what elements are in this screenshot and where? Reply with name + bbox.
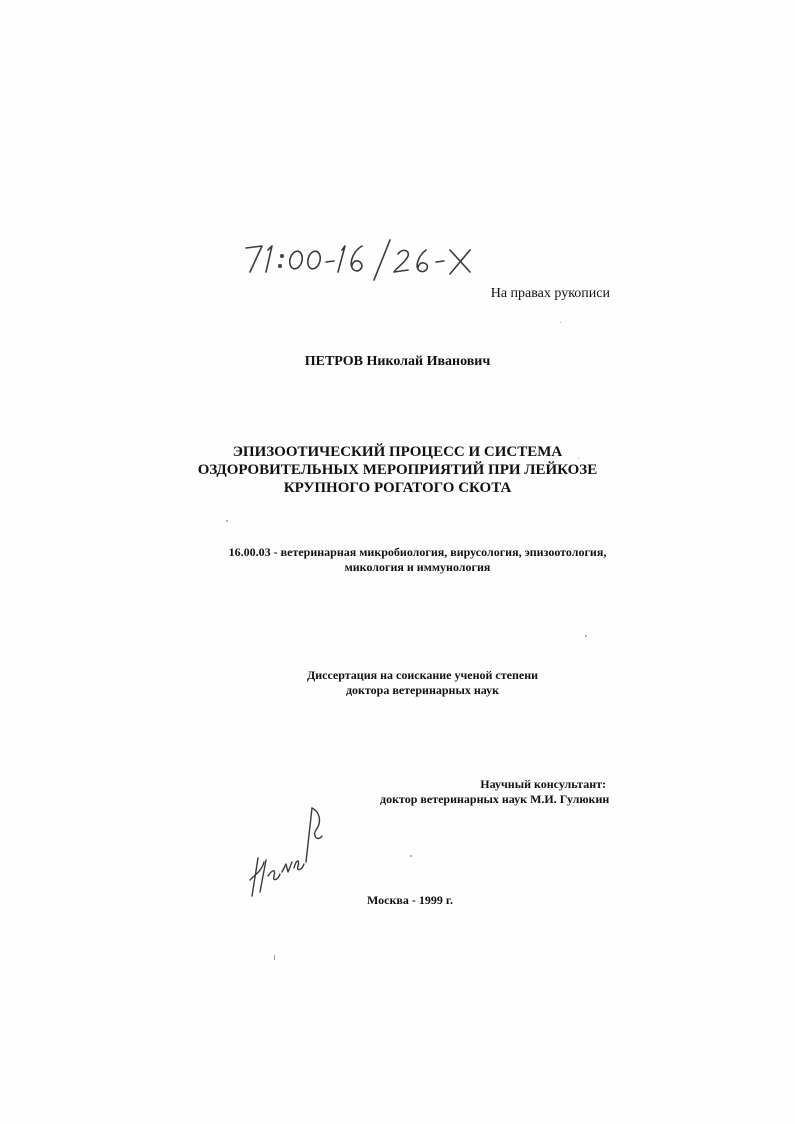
manuscript-rights-note: На правах рукописи — [490, 286, 610, 301]
degree-statement — [0, 668, 795, 698]
handwritten-archive-number — [238, 236, 488, 284]
title-line: ЭПИЗООТИЧЕСКИЙ ПРОЦЕСС И СИСТЕМА — [232, 444, 563, 460]
consultant-label: Научный консультант: — [480, 777, 606, 791]
title-line: ОЗДОРОВИТЕЛЬНЫХ МЕРОПРИЯТИЙ ПРИ ЛЕЙКОЗЕ — [197, 462, 598, 478]
scan-speck — [578, 458, 579, 459]
specialty-code — [0, 545, 795, 575]
specialty-line: 16.00.03 - ветеринарная микробиология, вирусология, эпизоотология, — [228, 545, 607, 559]
dissertation-title — [0, 443, 795, 497]
scan-speck — [410, 855, 412, 857]
scan-speck — [274, 955, 275, 960]
specialty-line: микология и иммунология — [344, 560, 491, 574]
degree-line: Диссертация на соискание ученой степени — [306, 668, 539, 682]
city-year: Москва - 1999 г. — [367, 893, 453, 907]
title-line: КРУПНОГО РОГАТОГО СКОТА — [283, 480, 512, 496]
author-name: ПЕТРОВ Николай Иванович — [304, 354, 491, 369]
consultant-name: доктор ветеринарных наук М.И. Гулюкин — [380, 792, 610, 806]
scan-speck — [560, 322, 561, 323]
degree-line: доктора ветеринарных наук — [345, 683, 500, 697]
handwritten-signature — [238, 800, 338, 900]
scientific-consultant — [380, 777, 610, 807]
scan-speck — [226, 520, 228, 522]
scan-speck — [585, 635, 587, 637]
